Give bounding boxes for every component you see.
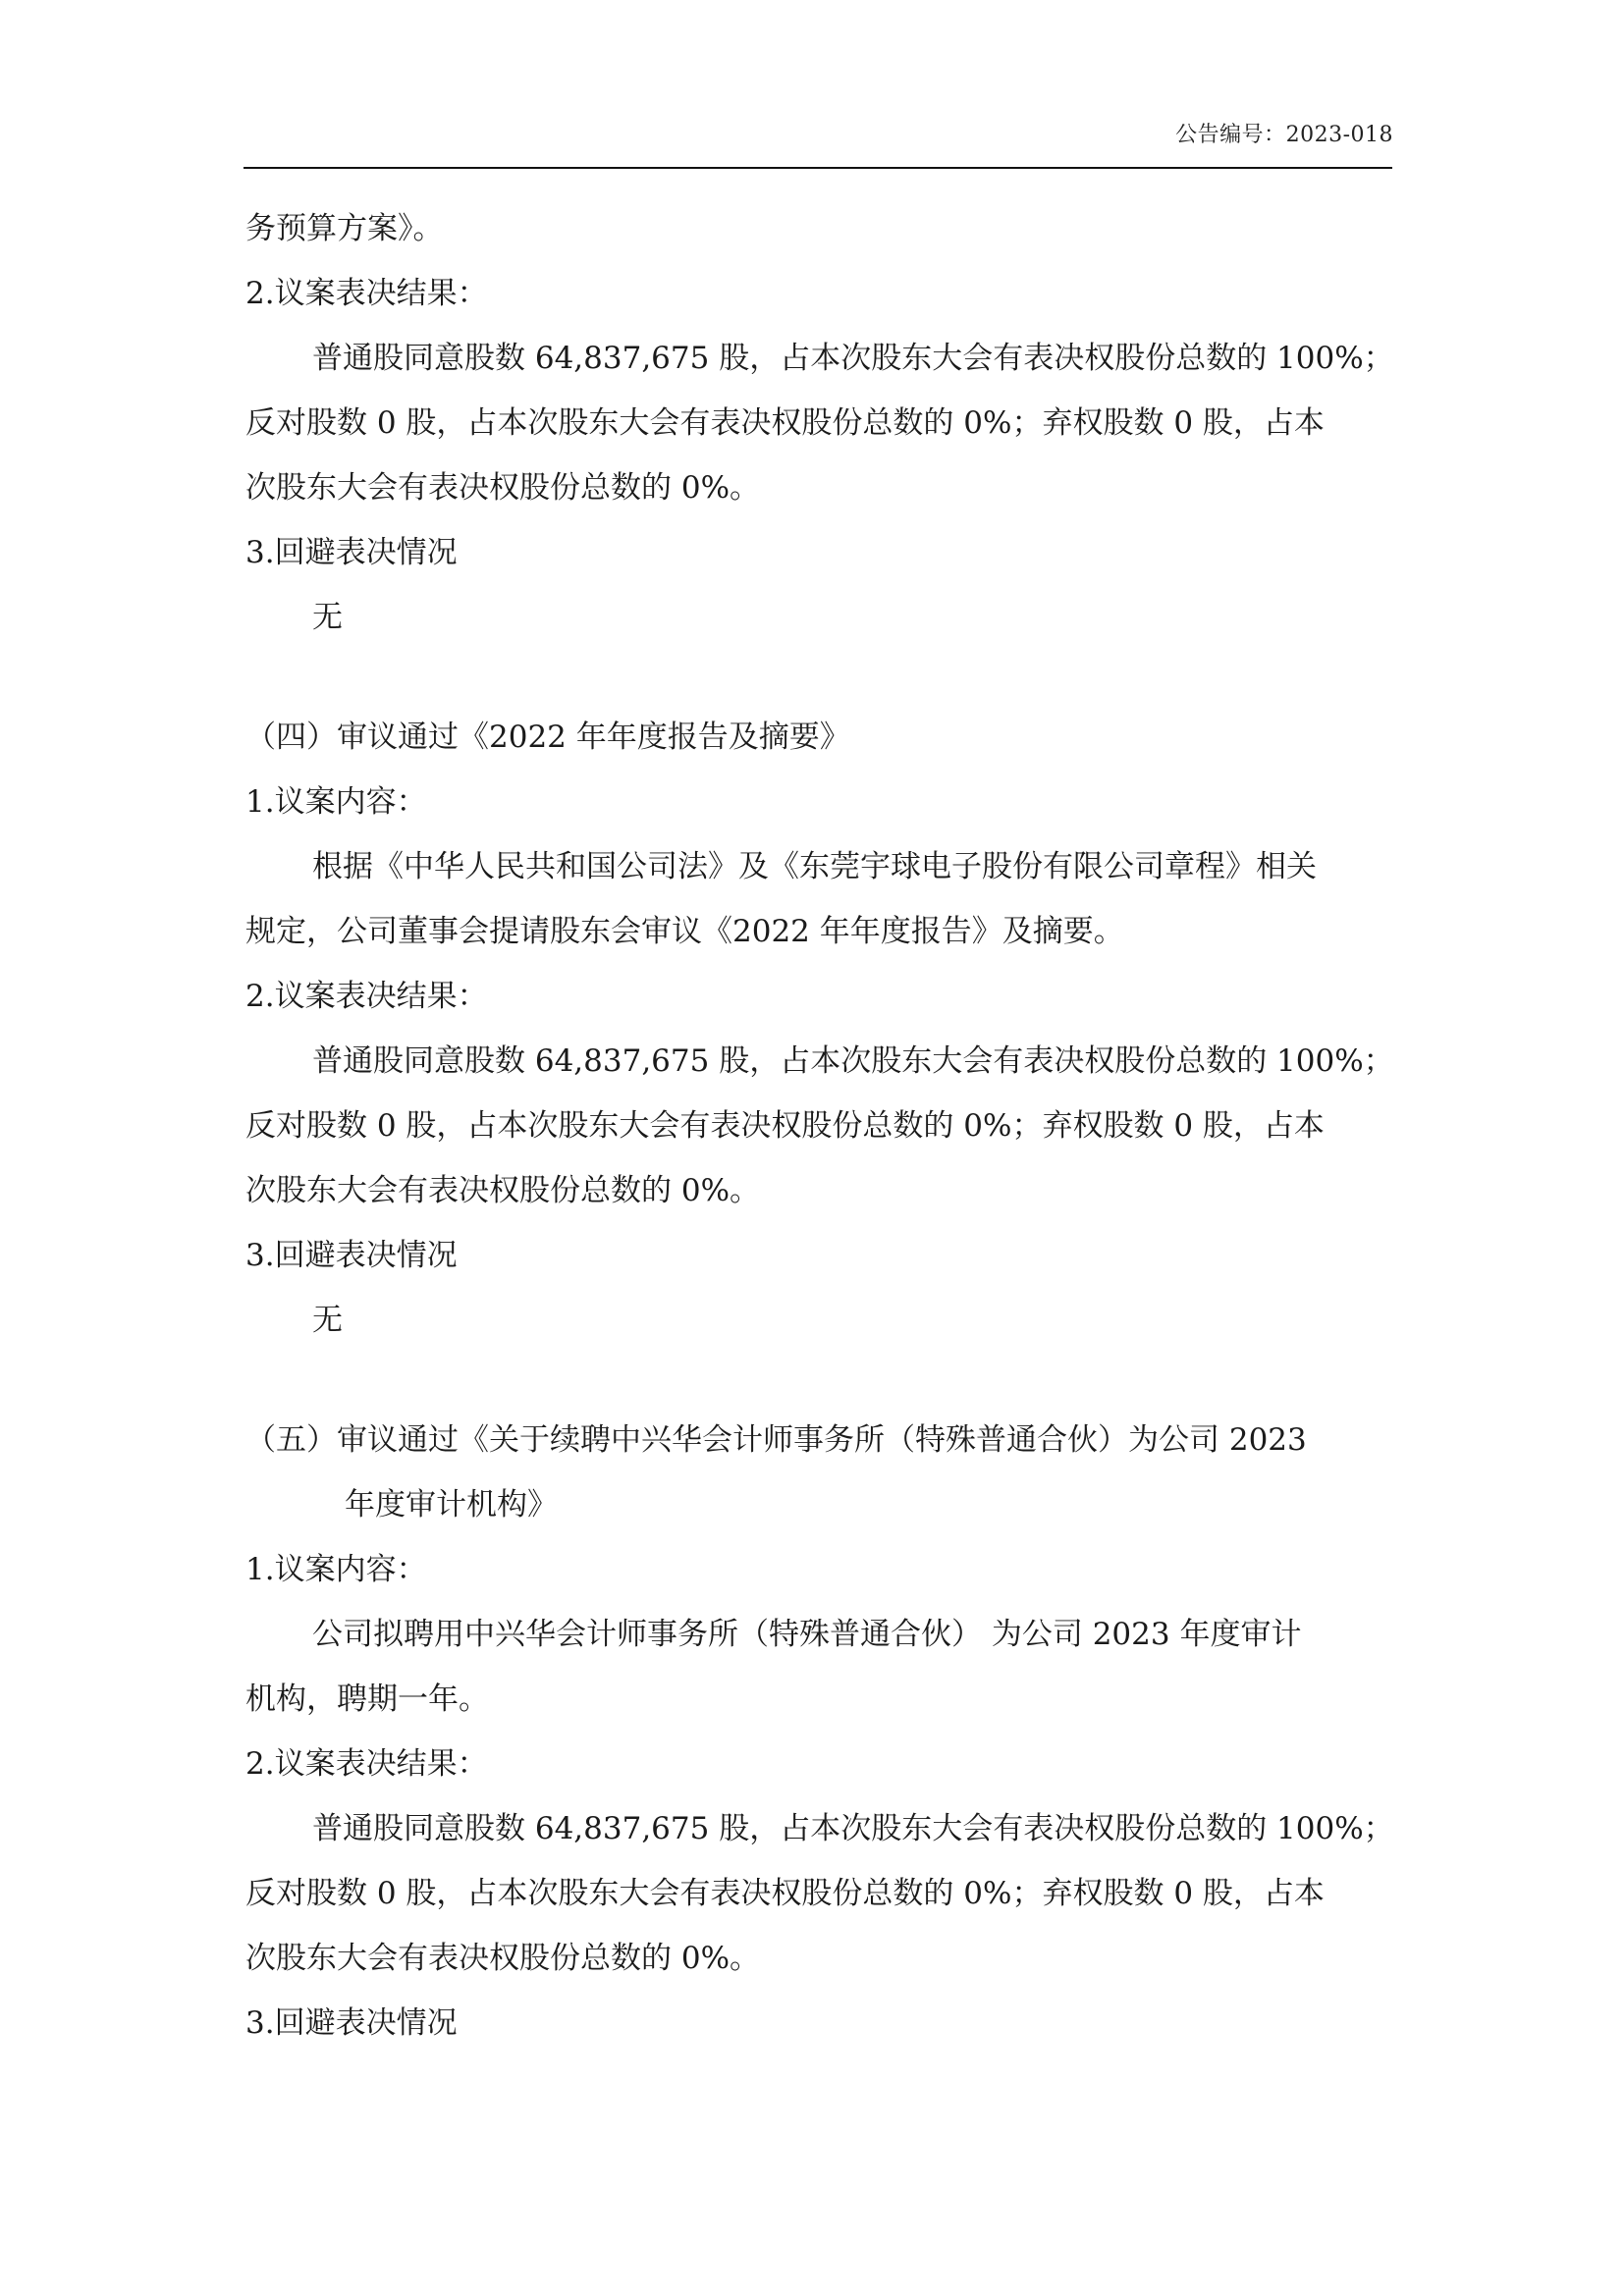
result-heading: 2.议案表决结果： (245, 1746, 488, 1782)
announcement-number: 公告编号：2023-018 (1175, 123, 1393, 147)
result-line: 普通股同意股数 64,837,675 股，占本次股东大会有表决权股份总数的 100%； (312, 1043, 1394, 1079)
result-line: 普通股同意股数 64,837,675 股，占本次股东大会有表决权股份总数的 100%； (312, 341, 1394, 376)
section-gap (245, 650, 1389, 705)
section-title-5: （五）审议通过《关于续聘中兴华会计师事务所（特殊普通合伙）为公司 2023 (245, 1422, 1307, 1458)
content-line: 公司拟聘用中兴华会计师事务所（特殊普通合伙） 为公司 2023 年度审计 (312, 1617, 1302, 1652)
paragraph-continuation: 务预算方案》。 (245, 211, 444, 246)
content-line: 规定，公司董事会提请股东会审议《2022 年年度报告》及摘要。 (245, 914, 1124, 949)
content-line: 机构，聘期一年。 (245, 1682, 489, 1717)
avoid-heading: 3.回避表决情况 (245, 1238, 458, 1273)
result-heading: 2.议案表决结果： (245, 979, 488, 1014)
result-heading: 2.议案表决结果： (245, 276, 488, 311)
result-line: 反对股数 0 股，占本次股东大会有表决权股份总数的 0%；弃权股数 0 股，占本 (245, 405, 1325, 441)
avoid-heading: 3.回避表决情况 (245, 2005, 458, 2041)
section-title-4: （四）审议通过《2022 年年度报告及摘要》 (245, 720, 850, 755)
avoid-heading: 3.回避表决情况 (245, 535, 458, 570)
avoid-value: 无 (312, 1303, 343, 1338)
content-heading: 1.议案内容： (245, 784, 427, 820)
avoid-value: 无 (312, 600, 343, 635)
result-line: 次股东大会有表决权股份总数的 0%。 (245, 1173, 761, 1208)
result-line: 次股东大会有表决权股份总数的 0%。 (245, 1941, 761, 1976)
content-line: 根据《中华人民共和国公司法》及《东莞宇球电子股份有限公司章程》相关 (312, 849, 1317, 884)
header-divider (244, 167, 1392, 169)
result-line: 次股东大会有表决权股份总数的 0%。 (245, 470, 761, 506)
section-gap (245, 1353, 1389, 1408)
result-line: 反对股数 0 股，占本次股东大会有表决权股份总数的 0%；弃权股数 0 股，占本 (245, 1108, 1325, 1144)
content-heading: 1.议案内容： (245, 1552, 427, 1587)
result-line: 普通股同意股数 64,837,675 股，占本次股东大会有表决权股份总数的 100%； (312, 1811, 1394, 1846)
result-line: 反对股数 0 股，占本次股东大会有表决权股份总数的 0%；弃权股数 0 股，占本 (245, 1876, 1325, 1911)
document-body (245, 196, 1394, 2056)
section-title-5-cont: 年度审计机构》 (345, 1487, 558, 1522)
